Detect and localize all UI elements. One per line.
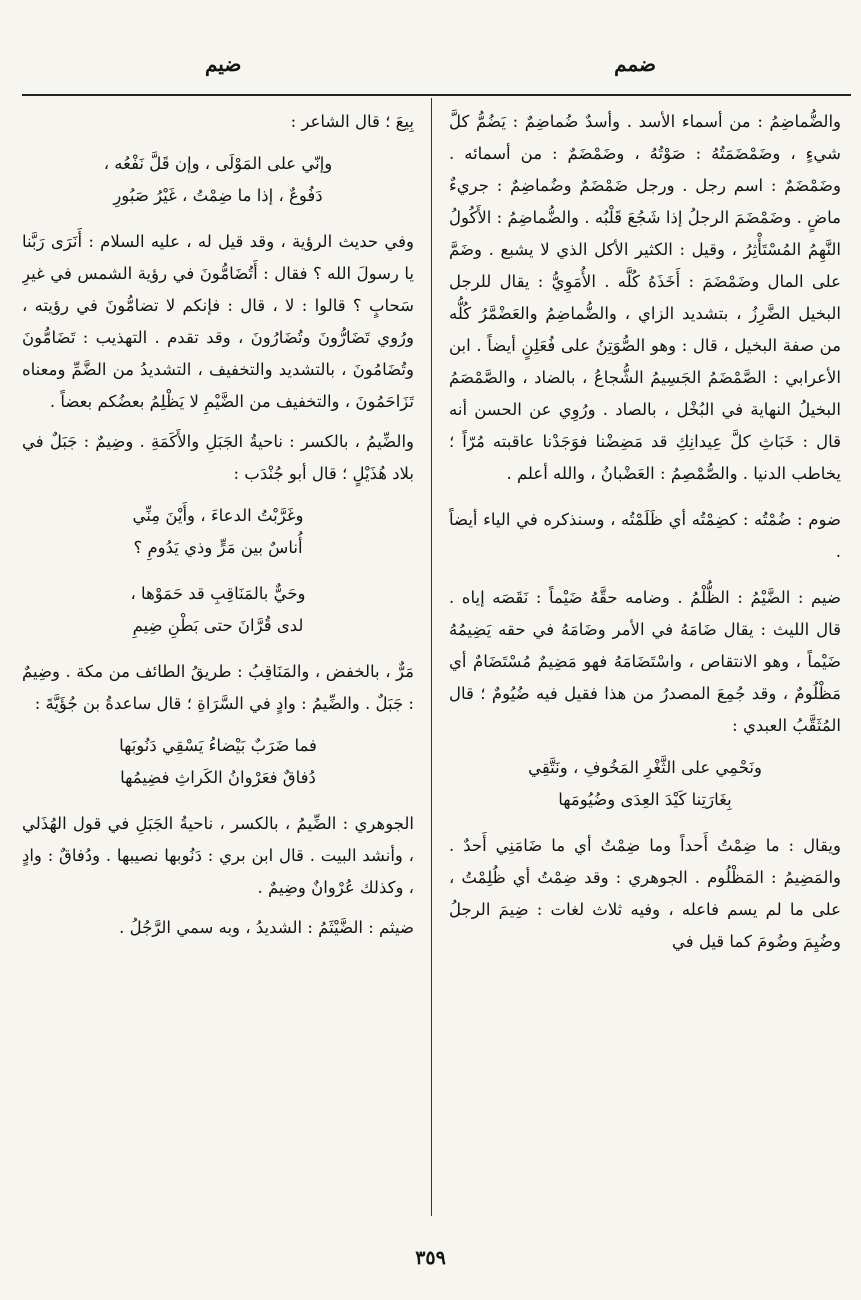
entry-text: بِيعَ ؛ قال الشاعر : bbox=[290, 112, 414, 131]
header-rule bbox=[22, 94, 851, 96]
entry-dmm-continued: والضُّماضِمُ : من أسماء الأسد . وأسدٌ ضُماضِمٌ : يَضُمُّ كلَّ شيءٍ ، وضَمْضَمَتُهُ : صَوْتُهُ ، وضَمْضَمٌ : من أسمائه . وضَمْضَمٌ : اسم رجل . ورجل ضَمْضَمٌ وضُماضِمٌ : جريءٌ ماضٍ . وضَمْضَمَ الرجلُ إذا شَجُعَ قَلْبُه . والضُّماضِمُ : الأَكُولُ النَّهِمُ المُسْتَأْثِرُ ، وقيل : الكثير الأكل الذي لا يشبع . وضَمَّ على المال وضَمْضَمَ : أَخَذَهُ كُلَّه . الأُمَوِيُّ : يقال للرجل البخيل الضَّرِزُ ، بتشديد الزاي ، والضُّماضِمُ والعَضْمَّرُ كُلُّه من صفة البخيل ، قال : وهو الصُّوَتِنُ على فُعَلِنٍ أيضاً . ابن الأعرابي : الصَّمْضَمُ الجَسِيمُ الشُّجاعُ ، بالضاد ، والصَّمْصَمُ البخيلُ النهاية في البُخْل ، بالصاد . ورُوِي عن الحسن أنه قال : خَبَاثِ كلَّ عِيدانِكِ قد مَضِضْنا فوَجَدْنا عاقبته مُرّاً ؛ يخاطب الدنيا . والصُّمْصِمُ : العَضْبانُ ، والله أعلم . bbox=[449, 112, 841, 483]
verse-line: بِغَارَتِنا كَيْدَ العِدَى وضُيُومَها bbox=[558, 790, 732, 809]
column-divider bbox=[431, 98, 432, 1216]
verse-line: أُناسٌ بين مَرٍّ وذي يَدُومِ ؟ bbox=[133, 538, 303, 557]
verse-line: وإنّي على المَوْلَى ، وإن قَلَّ نَفْعُه ، bbox=[103, 154, 333, 173]
left-column bbox=[22, 106, 414, 1216]
verse-line: فما ضَرَبٌ بَيْضاءُ يَسْقِي دَنُوبَها bbox=[119, 736, 317, 755]
entry-dym-continued: ويقال : ما ضِمْتُ أَحداً وما ضِمْتُ أي ما ضَامَنِي أَحدٌ . والمَضِيمُ : المَظْلُوم . الجوهري : وقد ضِمْتُ أي ظُلِمْتُ ، على ما لم يسم فاعله ، وفيه ثلاث لغات : ضِيمَ الرجلُ وضُيِمَ وضُومَ كما قيل في bbox=[449, 836, 841, 951]
running-head-right: ضمم bbox=[614, 52, 656, 76]
page-number: ٣٥٩ bbox=[415, 1247, 446, 1269]
entry-dym: ضيم : الضَّيْمُ : الظُّلْمُ . وضامه حقَّهُ ضَيْماً : نَقَصَه إياه . قال الليث : يقال ضَامَهُ في الأمر وضَامَهُ في حقه يَضِيمُهُ ضَيْماً ، وهو الانتقاص ، واسْتَضَامَهُ فهو مَضِيمٌ مُسْتَضَامٌ أي مَظْلُومٌ ، وقد جُمِعَ المصدرُ من هذا فقيل فيه ضُيُومٌ ؛ قال المُثَقَّبُ العبدي : bbox=[449, 588, 841, 735]
verse-muthaqqab bbox=[449, 752, 841, 816]
verse-abu-jundab-1 bbox=[22, 500, 414, 564]
entry-daytham: ضيثم : الضَّيْثَمُ : الشديدُ ، وبه سمي الرَّجُلُ . bbox=[119, 918, 414, 937]
running-head-left: ضيم bbox=[205, 52, 242, 76]
verse-saida bbox=[22, 730, 414, 794]
verse-line: وغَرَّبْتُ الدعاءَ ، وأَيْنَ مِنِّي bbox=[132, 506, 304, 525]
hadith-ruya: وفي حديث الرؤية ، وقد قيل له ، عليه السلام : أَنَرَى رَبَّنا يا رسولَ الله ؟ فقال : أَتُضَامُّونَ في رؤية الشمس في غيرِ سَحابٍ ؟ قالوا : لا ، قال : فإنكم لا تضامُّونَ في رؤيته ، ورُوي تَضَارُّونَ وتُضَارُونَ ، وقد تقدم . التهذيب : تَضَامُّونَ وتُضَامُونَ ، بالتشديد والتخفيف ، التشديدُ من الضَّمِّ ومعناه تَزَاحَمُونَ ، والتخفيف من الضَّيْمِ لا يَظْلِمُ بعضُكم بعضاً . bbox=[22, 232, 414, 411]
entry-dim: والضِّيمُ ، بالكسر : ناحيةُ الجَبَلِ والأَكَمَةِ . وضِيمٌ : جَبَلٌ في بلاد هُذَيْلٍ ؛ قال أبو جُنْدَب : bbox=[22, 432, 414, 483]
verse-line: دُفاقٌ فعَرْوانُ الكَراثِ فضِيمُها bbox=[120, 768, 316, 787]
entry-dwm: ضوم : ضُمْتُه : كضِمْتُه أي ظَلَمْتُه ، وسنذكره في الياء أيضاً . bbox=[449, 510, 841, 561]
verse-line: دَفُوعٌ ، إذا ما ضِمْتُ ، غَيْرُ صَبُورِ bbox=[113, 186, 323, 205]
verse-poet bbox=[22, 148, 414, 212]
verse-abu-jundab-2 bbox=[22, 578, 414, 642]
verse-line: لدى قُرَّانَ حتى بَطْنِ ضِيمِ bbox=[132, 616, 304, 635]
entry-jawhari: الجوهري : الضِّيمُ ، بالكسر ، ناحيةُ الجَبَلِ في قول الهُذَلي ، وأنشد البيت . قال ابن بري : دَنُوبها نصيبها . ودُفاقٌ : وادٍ ، وكذلك عُرْوانٌ وضِيمٌ . bbox=[22, 814, 414, 897]
verse-line: ونَحْمِي على الثَّغْرِ المَخُوفِ ، ونَتَّقِي bbox=[528, 758, 762, 777]
verse-line: وحَيٌّ بالمَنَاقِبِ قد حَمَوْها ، bbox=[130, 584, 306, 603]
entry-text: مَرٌّ ، بالخفض ، والمَنَاقِبُ : طريقُ الطائف من مكة . وضِيمٌ : جَبَلٌ . والضِّيمُ : وادٍ في السَّرَاةِ ؛ قال ساعدةُ بن جُؤَيَّةَ : bbox=[22, 662, 414, 713]
right-column bbox=[449, 106, 841, 1216]
